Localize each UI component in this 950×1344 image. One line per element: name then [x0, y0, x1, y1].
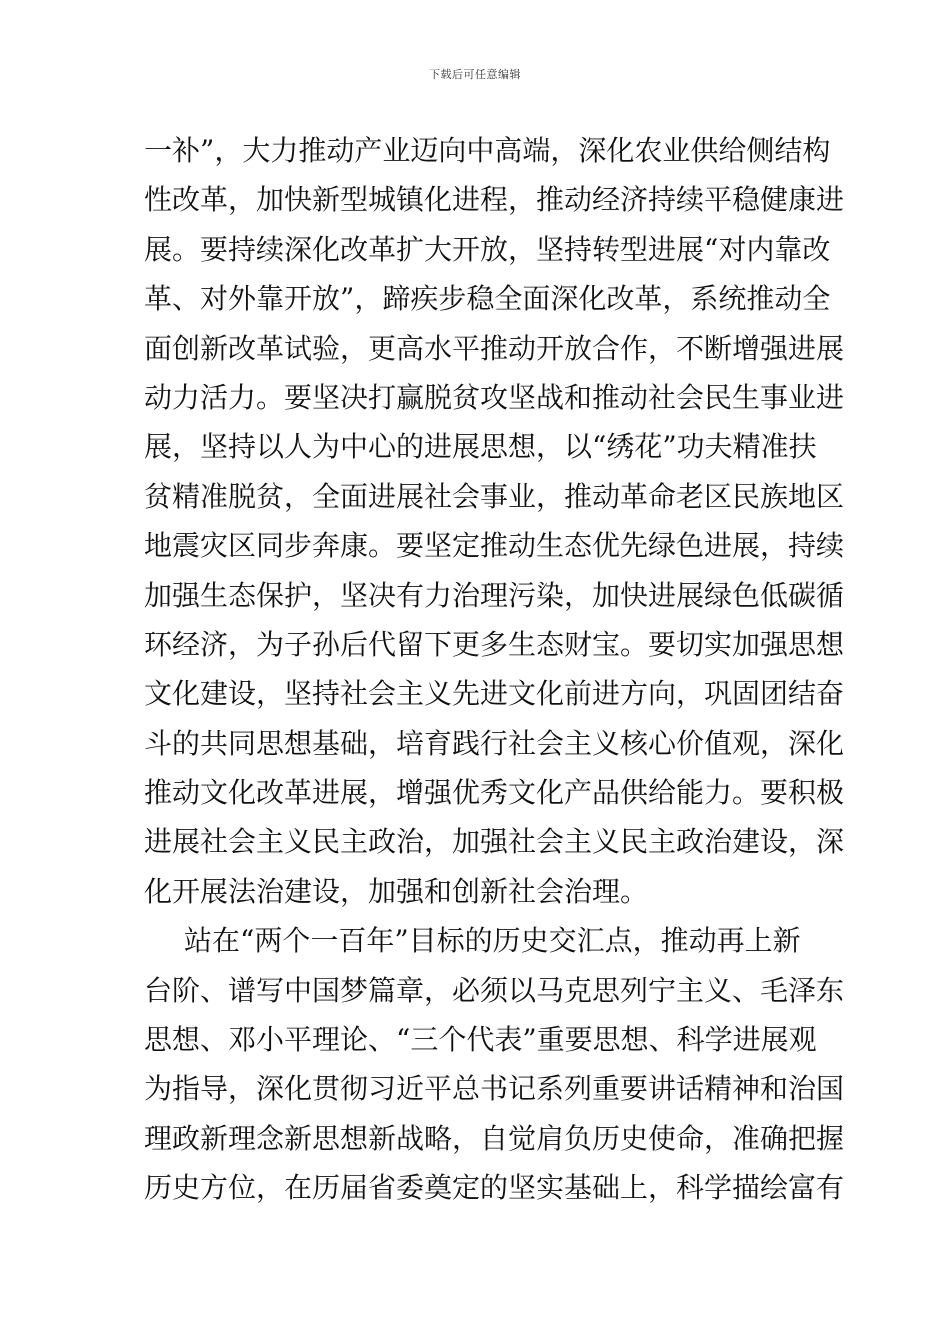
text-line: 历史方位，在历届省委奠定的坚实基础上，科学描绘富有	[144, 1171, 845, 1205]
text-line: 化开展法治建设，加强和创新社会治理。	[144, 874, 649, 908]
text-line: 性改革，加快新型城镇化进程，推动经济持续平稳健康进	[144, 183, 845, 217]
text-line: 动力活力。要坚决打赢脱贫攻坚战和推动社会民生事业进	[144, 380, 845, 414]
text-line: 展，坚持以人为中心的进展思想，以“绣花”功夫精准扶	[144, 430, 817, 464]
text-line: 为指导，深化贯彻习近平总书记系列重要讲话精神和治国	[144, 1072, 845, 1106]
text-line: 斗的共同思想基础，培育践行社会主义核心价值观，深化	[144, 726, 845, 760]
text-line: 理政新理念新思想新战略，自觉肩负历史使命，准确把握	[144, 1121, 845, 1155]
text-line: 进展社会主义民主政治，加强社会主义民主政治建设，深	[144, 825, 845, 859]
text-line: 环经济，为子孙后代留下更多生态财宝。要切实加强思想	[144, 627, 845, 661]
page-header-note: 下载后可任意编辑	[429, 68, 521, 81]
text-line: 面创新改革试验，更高水平推动开放合作，不断增强进展	[144, 331, 845, 365]
body-text	[144, 126, 845, 1213]
text-line: 加强生态保护，坚决有力治理污染，加快进展绿色低碳循	[144, 578, 845, 612]
text-line: 一补”，大力推动产业迈向中高端，深化农业供给侧结构	[144, 134, 831, 167]
text-line: 革、对外靠开放”，蹄疾步稳全面深化改革，系统推动全	[144, 282, 831, 316]
text-line: 台阶、谱写中国梦篇章，必须以马克思列宁主义、毛泽东	[144, 973, 845, 1007]
text-line: 文化建设，坚持社会主义先进文化前进方向，巩固团结奋	[144, 677, 845, 711]
text-line: 推动文化改革进展，增强优秀文化产品供给能力。要积极	[144, 776, 845, 810]
text-line: 思想、邓小平理论、“三个代表”重要思想、科学进展观	[144, 1023, 817, 1057]
text-line: 贫精准脱贫，全面进展社会事业，推动革命老区民族地区	[144, 479, 845, 513]
paragraph-start-line: 站在“两个一百年”目标的历史交汇点，推动再上新	[184, 924, 801, 958]
text-line: 展。要持续深化改革扩大开放，坚持转型进展“对内靠改	[144, 232, 831, 266]
text-line: 地震灾区同步奔康。要坚定推动生态优先绿色进展，持续	[144, 529, 845, 563]
